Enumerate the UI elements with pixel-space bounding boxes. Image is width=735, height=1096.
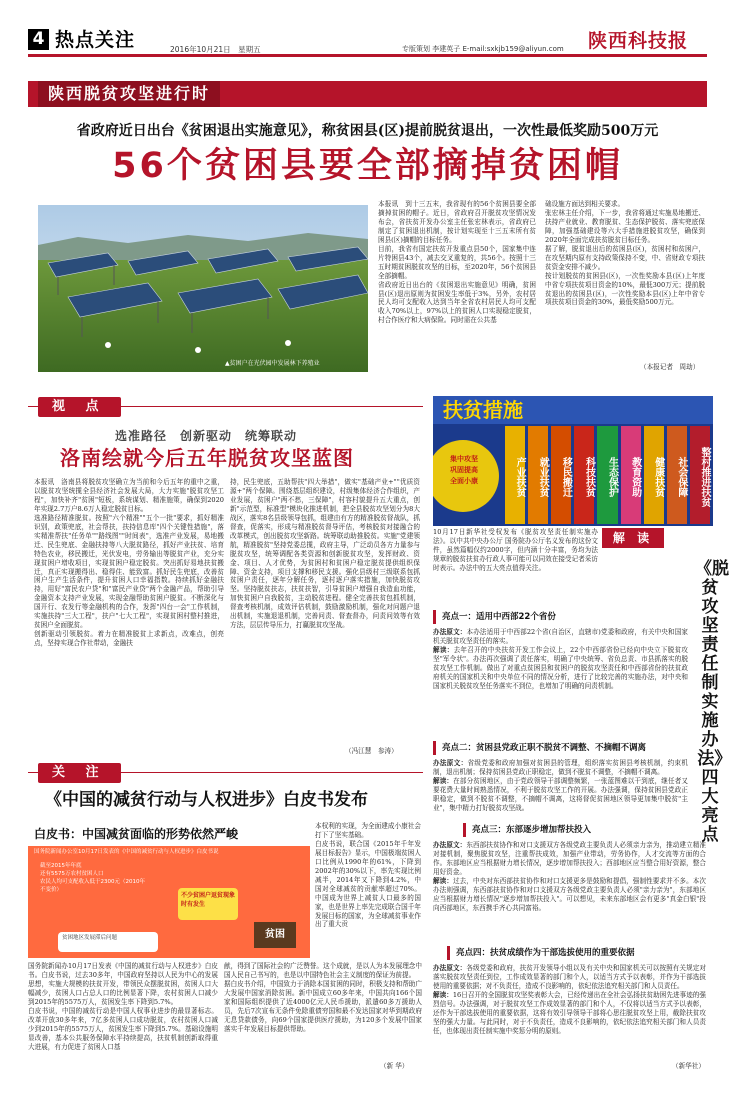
text-label: 办法原文： xyxy=(433,841,467,849)
issue-date: 2016年10月21日 星期五 xyxy=(170,45,261,54)
solar-farm-photo xyxy=(38,205,368,372)
text-body: 各级党委和政府，扶贫开发领导小组以及有关中央和国家机关可以按照有关规定对落实脱贫攻坚责任到位，工作成效显著的部门和个人，以适当方式予以表彰，并作为干部选拔使用的重要依据；对不负责任，造成不良影响的，依纪依法追究相关部门和人员责任。 xyxy=(433,964,706,990)
highlight-body xyxy=(433,841,706,939)
measure-col: 教育资助 xyxy=(621,426,641,524)
interp-intro: 10月17日新华社受权发布《脱贫攻坚责任制实施办法》。以中共中央办公厅 国务院办公厅名义发布的这份文件，虽然篇幅仅约2000字，但内涵十分丰富，务均为法规章的脱贫扶贫办行政人事可能可以同效在接受记者采访时表示。办法中的五大亮点值得关注。 xyxy=(433,528,598,572)
measure-col: 科技扶贫 xyxy=(574,426,594,524)
lead-text-col2: 础设施方面达到相关要求。 张宏林主任介绍，下一步，我省将通过实施易地搬迁、扶持产业就业、教育脱贫、生态保护脱贫、落实兜底保障，加强基础建设等六大手措施进脱贫攻坚，确保到2020年全面完成扶贫脱贫目标任务。 据了解，脱贫退出后的贫困县(区)，贫困村和贫困户，在攻坚期内原有支持政策保持不变，中、省财政专项扶贫资金安排不减少。 按计划脱贫的贫困县(区)，一次性奖励本县(区)上年度中省专项扶贫项目资金的10%，最低300万元；提前脱贫退出的贫困县(区)，一次性奖励本县(区)上年中省专项扶贫项目资金的30%，最低奖励500万元。 xyxy=(545,200,705,307)
jiedu-body: 16日召开的全国脱贫攻坚奖表彰大会，已经传递出在全社会弘扬扶贫助困先进事迹的强烈信号。办法强调，对于脱贫攻坚工作成效显著的部门和个人，不仅将以适当方式予以表彰，还作为干部选拔使用的重要依据，这将有效引导领导干部将心思往脱贫攻坚上用，截除扶贫攻坚的强大力量。与此同时，对于不负责任，造成不良影响的，依纪依法追究相关部门和人员责任，也体现出责任制实施中奖惩分明的原则。 xyxy=(433,990,706,1035)
highlight-title: 亮点一：适用中西部22个省份 xyxy=(433,610,556,624)
text-label: 办法原文： xyxy=(433,759,468,767)
focus-text-mid: 献，得到了国际社会的广泛赞誉。这个成就，是以人为本发展理念中国人民自己书写的，也是以中国特色社会主义制度的保证为前提。 据白皮书介绍，中国致力于消除本国贫困的同时，积极支持和帮助广大发展中国家消除贫困。新中国成立60多年来，中国共向166个国家和国际组织提供了近4000亿元人民币援助，派遣60多万援助人员，先后7次宣布无条件免除重债穷国和最不发达国家对华到期政府无息贷款债务，向69个国家提供医疗援助，为120多个发展中国家落实千年发展目标提供帮助。 xyxy=(224,962,422,1033)
bubble-line: 集中攻坚 xyxy=(450,455,478,463)
poverty-measures-infographic xyxy=(433,396,713,526)
jiedu-body: 过去，中央对东西部扶贫协作和对口支援更多是鼓励和提倡，强制性要求并不多。本次办法则强调，东西部扶贫协作和对口支援双方各级党政主要负责人必须"亲力亲为"，东部地区应当根据财力增长情况"逐步增加帮扶投入"。可以想见，未来东部地区会有更多"真金白银"投向西部地区，东西携手齐心共同富裕。 xyxy=(433,876,706,912)
lead-headline: 56个贫困县要全部摘掉贫困帽 xyxy=(112,146,623,186)
book-stamp: 贫困 xyxy=(254,922,296,948)
highlight-title: 亮点三：东部逐步增加帮扶投入 xyxy=(463,823,591,837)
measure-col: 生态保护 xyxy=(597,426,617,524)
book-sub: 国务院新闻办公室10月17日发表的《中国的减贫行动与人权进步》白皮书说 xyxy=(34,849,219,855)
focus-text-left: 国务院新闻办10月17日发表《中国的减贫行动与人权进步》白皮书。白皮书说，过去30多年，中国政府坚持以人民为中心的发展思想，实施大规模的扶贫开发，带领民众摆脱贫困，贫困人口大幅减少，贫困人口占总人口的比例显著下降，农村贫困人口减少到2015年的5575万人，贫困发生率下降到5.7%。 白皮书说，中国的减贫行动是中国人权事业进步的最显著标志。改革开放30多年来，7亿多贫困人口成功脱贫，农村贫困人口减少到2015年的5575万人，贫困发生率下降到5.7%。基础设施明显改善，基本公共服务保障水平持续提高，扶贫机制创新取得重大进展，有力促进了贫困人口基 xyxy=(28,962,218,1051)
view-text-col1: 本报讯 洛南县将脱贫攻坚确立为当前和今后五年的重中之重，以脱贫攻坚统揽全县经济社会发展大局，大力实施"脱贫攻坚工程"，加快补齐"贫困"短板，系统谋划、精准施策，确保到2020年实现2.7万户8.6万人稳定脱贫目标。 选准路径精准脱贫。按照"六个精准""五个一批"要求，抓好精准识别，政策兜底，社会帮扶，扶持信息库"四个关键性措施"，落实精准帮扶"任务单""路线图""时间表"，选准产业发展，易地搬迁、民生兜底、金融扶持等八大脱贫路径，抓好产业扶贫、培育特色农业，移民搬迁，光伏发电，劳务输出等脱贫产业，充分实现贫困户增收项目，实现贫困户稳定脱贫。突出抓好易地扶贫搬迁，真正实现搬得出、稳得住、能致富。抓好民生兜底，改善贫困户生产生活条件，提升贫困人口幸福指数。持续抓好金融扶持，用好"富民农户贷"和"富民产业贷"两个金融产品，帮助引导金融资本支持产业发展，实现金融帮助贫困户脱贫。不断深化与国开行、农发行等金融机构的合作，发挥"四台一会"工作机制，实施扶持"三大工程"，扶户"七大工程"，实现贫困村整村推进，贫困户全面脱贫。 创新驱动引领脱贫。着力在精准脱贫上求新点，改难点，创亮点，坚持实现合作社带动，金融扶 xyxy=(34,478,224,648)
interp-vertical-title: 《脱贫攻坚责任制实施办法》四大亮点 xyxy=(695,559,729,845)
infographic-bubble xyxy=(437,454,491,487)
bubble-line: 巩固提高 xyxy=(450,466,478,474)
view-text-col2: 持，民生兜底，五助帮扶"四大举措"，做实"基础产业+""优质资源+"两个保障。围绕基层组织建设，村级集体经济合作组织，产业发展，贫困户"两不愁，三保障"，村容村貌提升五大重点，创新"示范型，标准型"模块化推进机制，把全县脱贫攻坚划分为8大战区，落实8名县级领导包抓，组建由有方的精准脱贫督战队，抓督查，促落实，形成与精准脱贫督导评估，考核脱贫对接融合的改革模式，创出脱贫攻坚新路。统筹联动助推脱贫。实施"党建领航，精准脱贫"坚持党委总揽，政府主导，广泛动员各方力量参与脱贫攻坚，统筹调配各类资源和创新脱贫攻坚，发挥财政、资金、项目、人才优势，为贫困村和贫困户稳定脱贫提供组织保障、资金支持，项目支撑和移民支援。强化县级村三级联系包抓贫困户责任，逐年分解任务，逐村逐户落实措施，加快脱贫攻坚。坚持脱贫扶志，扶贫扶智，引导贫困户增强自我造血功能，加快贫困户自我脱贫，主动脱贫进程。健全完善扶贫包抓机制，督查考核机制，成效评估机制，鼓励激励机制，强化对问题户退出机制，实施退退机制，完善问责、督查督办，问责问效等有效方法，层层传导压力，打赢脱贫攻坚战。 xyxy=(230,478,420,630)
lead-source: （本报记者 周劫） xyxy=(640,363,700,371)
photo-caption: ▲贫困户在光伏园中发展林下养殖业 xyxy=(225,360,320,367)
newspaper-logo: 陕西科技报 xyxy=(588,30,689,52)
interp-source: （新华社） xyxy=(672,1062,705,1070)
text-label: 办法原文： xyxy=(433,964,467,972)
band-label: 陕西脱贫攻坚进行时 xyxy=(38,81,220,107)
view-subtitle: 选准路径 创新驱动 统筹联动 xyxy=(115,429,298,443)
view-headline: 洛南绘就今后五年脱贫攻坚蓝图 xyxy=(60,446,354,470)
focus-tag: 关 注 xyxy=(38,763,121,783)
section-title: 热点关注 xyxy=(55,29,136,51)
view-source: （冯江慧 参涛） xyxy=(345,747,398,755)
book-note: 贫困地区发展滞后问题 xyxy=(58,932,158,952)
text-label: 办法原文： xyxy=(433,628,467,636)
book-fact: 农民人均可支配收入低于2300元（2010年不变价） xyxy=(40,879,145,893)
measure-col: 社会保障 xyxy=(667,426,687,524)
view-tag: 视 点 xyxy=(38,397,121,417)
measure-columns xyxy=(505,426,710,524)
lead-text-col1: 本报讯 到十三五末，我省现有的56个贫困县要全部摘掉贫困的帽子。近日，省政府召开脱贫攻坚情况发布会，省扶贫开发办公室主任张宏林表示，省政府已制定了贫困退出机制，按计划实现至十三五末所有贫困县(区)摘帽的目标任务。 目前，我省有国定扶贫开发重点县50个，国家集中连片特困县43个，减去交叉重复的，共56个。按照十三五时期贫困脱贫攻坚的目标，至2020年，56个贫困县全部摘帽。 省政府近日出台的《贫困退出实施意见》明确，贫困县(区)退出原则为贫困发生率低于3%，另外，农村居民人均可支配收入达到当年全省农村居民人均可支配收入70%以上，97%以上的贫困人口实现稳定脱贫，村合作医疗和大病保险。同时需在公共基 xyxy=(378,200,536,325)
focus-headline: 《中国的减贫行动与人权进步》白皮书发布 xyxy=(45,790,368,810)
focus-source: （新 华） xyxy=(380,1062,409,1070)
interp-tag: 解 读 xyxy=(602,528,664,548)
lead-subheadline: 省政府近日出台《贫困退出实施意见》，称贫困县(区)提前脱贫退出，一次性最低奖励500万元 xyxy=(76,123,659,139)
page-number: 4 xyxy=(28,29,49,50)
jiedu-label: 解读： xyxy=(433,990,453,999)
book-fact: 截至2015年年底 xyxy=(40,863,82,869)
measure-col: 整村推进扶贫 xyxy=(690,426,710,524)
highlight-body xyxy=(433,964,706,1064)
highlight-title: 亮点二：贫困县党政正职不脱贫不调整、不摘帽不调离 xyxy=(433,741,646,755)
jiedu-body: 在部分贫困地区，由于党政领导干部调整频繁，一张蓝图难以干到底，继任者又要花费大量时间熟悉情况，不利于脱贫攻坚工作的开展。办法强调，保持贫困县党政正职稳定，做到不脱贫不调整，不摘帽不调离，这将督促贫困地区领导更加集中脱贫"主业"，集中精力打好脱贫攻坚战。 xyxy=(433,776,688,812)
text-body: 省级党委和政府加强对贫困县的管理，组织落实贫困县考核机制，约束机制，退出机制；保持贫困县党政正职稳定，做到不脱贫不调整，不摘帽不调离。 xyxy=(433,759,688,776)
measure-col: 产业扶贫 xyxy=(505,426,525,524)
jiedu-body: 去年召开的中央扶贫开发工作会议上，22个中西部省份已经向中央立下脱贫攻坚"军令状"。办法再次强调了责任落实，明确了中央统筹、省负总责、市县抓落实的脱贫攻坚工作机制。做出了对重点贫困县和贫困户的脱贫攻坚责任和中西部省份的扶贫政府机关的国家机关和中央单位不同的情况分析，进行了比较完善的实施办法，对中央和国家机关脱贫攻坚任务落实不到位，也增加了明确的问责机制。 xyxy=(433,645,688,690)
focus-text-right: 本权利的实现，为全面建成小康社会打下了坚实基础。 白皮书说，联合国《2015年千年发展目标报告》显示，中国极端贫困人口比例从1990年的61%，下降到2002年的30%以下，率先实现比例减半，2014年又下降到4.2%，中国对全球减贫的贡献率超过70%。中国成为世界上减贫人口最多的国家，也是世界上率先完成联合国千年发展目标的国家，为全球减贫事业作出了重大贡 xyxy=(315,822,421,929)
text-body: 东西部扶贫协作和对口支援双方各级党政主要负责人必须亲力亲为，推动建立精准对接机制，聚焦脱贫攻坚，注重帮扶成效，加强产业带动，劳务协作，人才交流等方面的合作。东部地区应当根据财力增长情况，逐步增加帮扶投入；西部地区应当整合用好资源，整合用好资金。 xyxy=(433,841,706,876)
book-title: 白皮书：中国减贫面临的形势依然严峻 xyxy=(28,822,310,846)
white-paper-graphic xyxy=(28,822,310,958)
book-fact: 还有5575万农村贫困人口 xyxy=(40,871,104,877)
header-rule xyxy=(28,54,707,57)
highlight-title: 亮点四：扶贫成绩作为干部选拔使用的重要依据 xyxy=(447,946,635,960)
editor-info: 专版策划 李建英子 E-mail:sxkjb159@aliyun.com xyxy=(402,45,564,53)
jiedu-label: 解读： xyxy=(433,876,453,885)
text-body: 本办法适用于中西部22个省(自治区，直辖市)党委和政府，有关中央和国家机关脱贫攻坚责任的落实。 xyxy=(433,628,688,645)
highlight-body xyxy=(433,628,688,736)
measure-col: 移民搬迁 xyxy=(551,426,571,524)
book-callout: 不少贫困户返贫现象时有发生 xyxy=(178,888,238,920)
jiedu-label: 解读： xyxy=(433,776,454,785)
measure-col: 健康扶贫 xyxy=(644,426,664,524)
bubble-line: 全面小康 xyxy=(450,477,478,485)
jiedu-label: 解读： xyxy=(433,645,454,654)
measure-col: 就业扶贫 xyxy=(528,426,548,524)
infographic-title: 扶贫措施 xyxy=(443,398,523,422)
